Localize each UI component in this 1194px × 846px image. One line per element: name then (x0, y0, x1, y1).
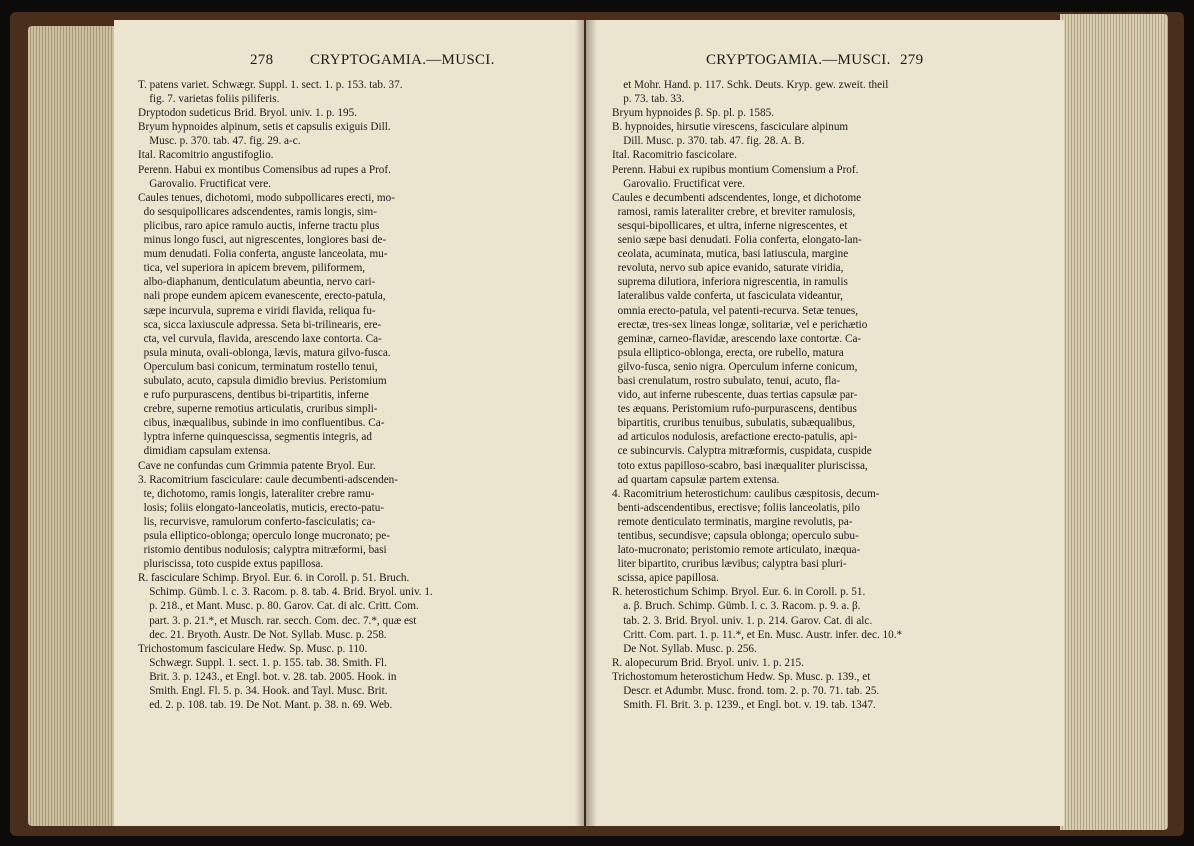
text-line: liter bipartito, cruribus lævibus; calyptra basi pluri- (612, 558, 847, 571)
text-line: part. 3. p. 21.*, et Musch. rar. secch. Com. dec. 7.*, quæ est (138, 614, 417, 627)
text-line: vido, aut inferne rubescente, duas tertias capsulæ par- (612, 389, 858, 402)
text-line: geminæ, carneo-flavidæ, arescendo laxe contortæ. Ca- (612, 332, 862, 345)
text-line: crebre, superne remotius articulatis, cruribus simpli- (138, 403, 378, 416)
text-line: ce subincurvis. Calyptra mitræformis, cuspidata, cuspide (612, 445, 872, 458)
text-line: psula elliptico-oblonga; operculo longe mucronato; pe- (138, 530, 390, 542)
text-line: Schwægr. Suppl. 1. sect. 1. p. 155. tab. 38. Smith. Fl. (138, 656, 387, 669)
text-line: Smith. Fl. Brit. 3. p. 1239., et Engl. bot. v. 19. tab. 1347. (612, 699, 876, 712)
text-line: p. 218., et Mant. Musc. p. 80. Garov. Cat. di alc. Critt. Com. (138, 600, 419, 613)
text-line: ristomio dentibus nodulosis; calyptra mitræformi, basi (138, 544, 387, 557)
book-gutter (575, 20, 597, 826)
left-page-number: 278 (250, 52, 274, 68)
text-line: R. heterostichum Schimp. Bryol. Eur. 6. in Coroll. p. 51. (612, 586, 866, 599)
text-line: B. hypnoides, hirsutie virescens, fasciculare alpinum (612, 121, 849, 134)
text-line: basi crenulatum, rostro subulato, tenui, acuto, fla- (612, 374, 841, 387)
text-line: Descr. et Adumbr. Musc. frond. tom. 2. p. 70. 71. tab. 25. (612, 685, 880, 698)
text-line: T. patens variet. Schwægr. Suppl. 1. sect. 1. p. 153. tab. 37. (138, 79, 403, 91)
text-line: R. alopecurum Brid. Bryol. univ. 1. p. 215. (612, 656, 804, 669)
text-line: a. β. Bruch. Schimp. Gümb. l. c. 3. Racom. p. 9. a. β. (612, 600, 861, 613)
text-line: Bryum hypnoides alpinum, setis et capsulis exiguis Dill. (138, 121, 391, 134)
text-line: tentibus, secundisve; capsula oblonga; operculo subu- (612, 530, 859, 542)
text-line: omnia erecto-patula, vel patenti-recurva. Setæ tenues, (612, 304, 859, 317)
text-line: cibus, inæqualibus, subinde in imo confluentibus. Ca- (138, 417, 385, 430)
right-running-head: CRYPTOGAMIA.—MUSCI. (706, 52, 891, 68)
text-line: psula elliptico-oblonga, erecta, ore rubello, matura (612, 346, 844, 359)
text-line: tica, vel superiora in apicem brevem, piliformem, (138, 262, 366, 275)
left-page-text (138, 78, 433, 712)
text-line: ad quartam capsulæ partem extensa. (612, 473, 780, 486)
text-line: psula minuta, ovali-oblonga, lævis, matura gilvo-fusca. (138, 346, 391, 359)
text-line: do sesquipollicares adscendentes, ramis longis, sim- (138, 205, 377, 218)
text-line: ceolata, acuminata, mutica, basi latiuscula, margine (612, 248, 849, 261)
text-line: dec. 21. Bryoth. Austr. De Not. Syllab. Musc. p. 258. (138, 628, 387, 641)
text-line: plicibus, raro apice ramulo auctis, inferne tractu plus (138, 219, 380, 232)
text-line: Dryptodon sudeticus Brid. Bryol. univ. 1. p. 195. (138, 107, 357, 120)
text-line: toto extus papilloso-scabro, basi inæqualiter pluriscissa, (612, 459, 868, 472)
text-line: Bryum hypnoides β. Sp. pl. p. 1585. (612, 107, 775, 120)
text-line: losis; foliis elongato-lanceolatis, muticis, erecto-patu- (138, 501, 385, 514)
text-line: p. 73. tab. 33. (612, 93, 685, 106)
text-line: 4. Racomitrium heterostichum: caulibus cæspitosis, decum- (612, 487, 880, 500)
text-line: remote denticulato terminatis, margine revolutis, pa- (612, 515, 853, 528)
text-line: Perenn. Habui ex rupibus montium Comensium a Prof. (612, 163, 859, 176)
text-line: erectæ, tres-sex lineas longæ, solitariæ, vel e perichætio (612, 318, 868, 331)
text-line: Trichostomum heterostichum Hedw. Sp. Musc. p. 139., et (612, 670, 871, 683)
text-line: Operculum basi conicum, terminatum rostello tenui, (138, 360, 378, 373)
text-line: cta, vel curvula, flavida, arescendo laxe contorta. Ca- (138, 332, 382, 345)
text-line: gilvo-fusca, senio nigra. Operculum inferne conicum, (612, 360, 858, 373)
page-edges-left (28, 26, 118, 826)
text-line: te, dichotomo, ramis longis, lateraliter crebre ramu- (138, 487, 375, 500)
text-line: albo-diaphanum, denticulatum abeuntia, nervo cari- (138, 276, 376, 289)
text-line: Perenn. Habui ex montibus Comensibus ad rupes a Prof. (138, 163, 391, 176)
text-line: sca, sicca laxiuscule adpressa. Seta bi-trilinearis, ere- (138, 318, 382, 331)
text-line: tes æquans. Peristomium rufo-purpurascens, dentibus (612, 403, 857, 416)
text-line: Caules tenues, dichotomi, modo subpollicares erecti, mo- (138, 191, 395, 204)
text-line: Brit. 3. p. 1243., et Engl. bot. v. 28. tab. 2005. Hook. in (138, 670, 397, 683)
text-line: Ital. Racomitrio angustifoglio. (138, 149, 274, 162)
text-line: tab. 2. 3. Brid. Bryol. univ. 1. p. 214. Garov. Cat. di alc. (612, 614, 873, 627)
text-line: nali prope eundem apicem evanescente, erecto-patula, (138, 290, 386, 303)
text-line: Garovalio. Fructificat vere. (612, 177, 745, 190)
text-line: benti-adscendentibus, erectisve; foliis lanceolatis, pilo (612, 501, 860, 514)
text-line: pluriscissa, toto cuspide extus papillosa. (138, 558, 324, 571)
text-line: ad articulos nodulosis, arefactione erecto-patulis, api- (612, 431, 858, 444)
left-running-head: CRYPTOGAMIA.—MUSCI. (310, 52, 495, 68)
text-line: Caules e decumbenti adscendentes, longe, et dichotome (612, 191, 862, 204)
text-line: e rufo purpurascens, dentibus bi-tripartitis, inferne (138, 389, 369, 402)
text-line: Dill. Musc. p. 370. tab. 47. fig. 28. A. B. (612, 135, 805, 148)
text-line: lato-mucronato; peristomio remote articulato, inæqua- (612, 544, 861, 557)
text-line: Schimp. Gümb. l. c. 3. Racom. p. 8. tab. 4. Brid. Bryol. univ. 1. (138, 586, 433, 599)
text-line: R. fasciculare Schimp. Bryol. Eur. 6. in Coroll. p. 51. Bruch. (138, 572, 410, 585)
text-line: Cave ne confundas cum Grimmia patente Bryol. Eur. (138, 459, 376, 472)
text-line: Garovalio. Fructificat vere. (138, 177, 271, 190)
text-line: Musc. p. 370. tab. 47. fig. 29. a-c. (138, 135, 301, 148)
text-line: bipartitis, cruribus tenuibus, subulatis, subæqualibus, (612, 417, 856, 430)
right-page-text (612, 78, 902, 712)
text-line: lis, recurvisve, ramulorum conferto-fasciculatis; ca- (138, 515, 376, 528)
text-line: scissa, apice papillosa. (612, 572, 719, 585)
text-line: senio sæpe basi denudati. Folia conferta, elongato-lan- (612, 234, 862, 247)
text-line: minus longo fusci, aut nigrescentes, longiores basi de- (138, 234, 387, 247)
text-line: 3. Racomitrium fasciculare: caule decumbenti-adscenden- (138, 473, 398, 486)
text-line: ed. 2. p. 108. tab. 19. De Not. Mant. p. 38. n. 69. Web. (138, 699, 393, 712)
text-line: Ital. Racomitrio fascicolare. (612, 149, 737, 162)
text-line: Trichostomum fasciculare Hedw. Sp. Musc. p. 110. (138, 642, 368, 655)
text-line: suprema dilutiora, inferiora nigrescentia, in ramulis (612, 276, 848, 289)
text-line: fig. 7. varietas foliis piliferis. (138, 93, 280, 106)
text-line: Critt. Com. part. 1. p. 11.*, et En. Musc. Austr. infer. dec. 10.* (612, 628, 903, 641)
text-line: sesqui-bipollicares, et ultra, inferne nigrescentes, et (612, 219, 848, 232)
text-line: sæpe incurvula, suprema e viridi flavida, reliqua fu- (138, 304, 376, 317)
text-line: De Not. Syllab. Musc. p. 256. (612, 642, 757, 655)
text-line: subulato, acuto, capsula dimidio brevius. Peristomium (138, 374, 387, 387)
text-line: Smith. Engl. Fl. 5. p. 34. Hook. and Tayl. Musc. Brit. (138, 685, 388, 698)
text-line: ramosi, ramis lateraliter crebre, et breviter ramulosis, (612, 205, 856, 218)
text-line: lateralibus valde conferta, ut fasciculata videantur, (612, 290, 843, 303)
text-line: et Mohr. Hand. p. 117. Schk. Deuts. Kryp. gew. zweit. theil (612, 79, 889, 91)
page-edges-right (1060, 14, 1168, 830)
text-line: revoluta, nervo sub apice evanido, saturate viridia, (612, 262, 844, 275)
text-line: mum denudati. Folia conferta, anguste lanceolata, mu- (138, 248, 388, 261)
right-page-number: 279 (900, 52, 924, 68)
text-line: dimidiam capsulam extensa. (138, 445, 271, 458)
text-line: lyptra inferne quinquescissa, segmentis integris, ad (138, 431, 372, 444)
